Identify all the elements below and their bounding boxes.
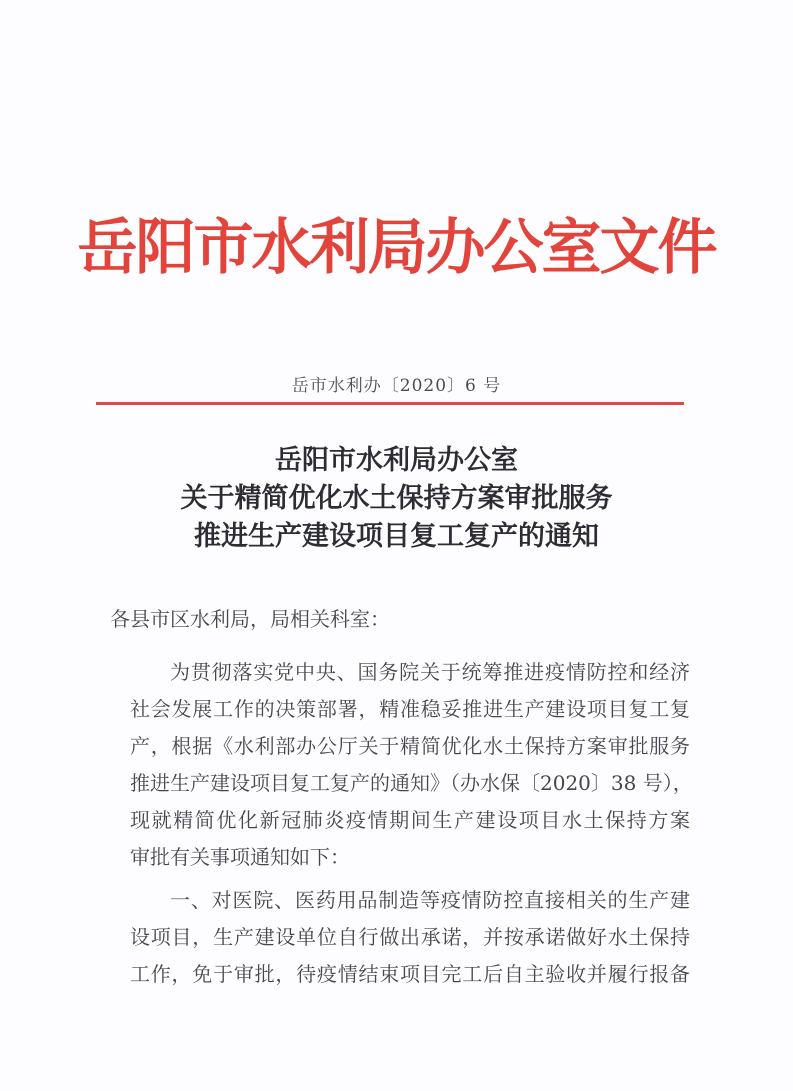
issuing-organization-header: 岳阳市水利局办公室文件 bbox=[77, 213, 716, 283]
red-divider-line bbox=[96, 402, 684, 405]
body-line: 审批有关事项通知如下： bbox=[130, 845, 350, 869]
salutation: 各县市区水利局，局相关科室： bbox=[110, 607, 390, 631]
body-line: 设项目，生产建设单位自行做出承诺，并按承诺做好水土保持 bbox=[130, 925, 690, 949]
document-body bbox=[110, 601, 693, 993]
title-line-1: 岳阳市水利局办公室 bbox=[275, 445, 518, 476]
body-line: 工作，免于审批，待疫情结束项目完工后自主验收并履行报备 bbox=[130, 962, 690, 986]
body-line: 推进生产建设项目复工复产的通知》（办水保〔2020〕38 号）， bbox=[130, 771, 693, 795]
document-number: 岳市水利办〔2020〕6 号 bbox=[291, 376, 502, 396]
body-line: 现就精简优化新冠肺炎疫情期间生产建设项目水土保持方案 bbox=[130, 808, 690, 832]
document-title bbox=[0, 442, 793, 556]
title-line-2: 关于精简优化水土保持方案审批服务 bbox=[180, 483, 613, 514]
body-line: 社会发展工作的决策部署，精准稳妥推进生产建设项目复工复 bbox=[130, 697, 690, 721]
body-line: 产，根据《水利部办公厅关于精简优化水土保持方案审批服务 bbox=[130, 734, 690, 758]
body-line: 为贯彻落实党中央、国务院关于统筹推进疫情防控和经济 bbox=[170, 660, 690, 684]
title-line-3: 推进生产建设项目复工复产的通知 bbox=[194, 521, 599, 552]
body-line: 一、对医院、医药用品制造等疫情防控直接相关的生产建 bbox=[170, 888, 690, 912]
